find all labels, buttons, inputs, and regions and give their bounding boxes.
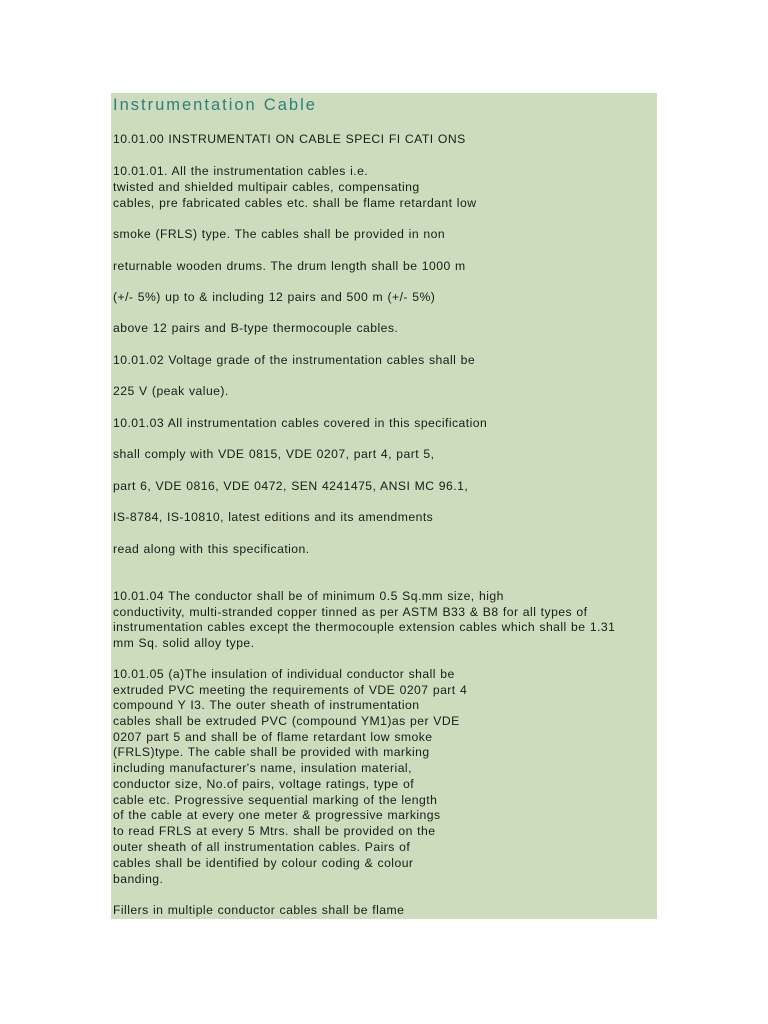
- text-line: shall comply with VDE 0815, VDE 0207, part 4, part 5,: [113, 447, 435, 461]
- text-line: cable etc. Progressive sequential marking of the length: [113, 793, 438, 807]
- page-title: Instrumentation Cable: [113, 96, 317, 114]
- text-line: 0207 part 5 and shall be of flame retardant low smoke: [113, 730, 433, 744]
- text-line: read along with this specification.: [113, 542, 310, 556]
- text-line: compound Y I3. The outer sheath of instrumentation: [113, 698, 420, 712]
- text-line: returnable wooden drums. The drum length shall be 1000 m: [113, 259, 466, 273]
- text-line: mm Sq. solid alloy type.: [113, 636, 255, 650]
- text-line: cables, pre fabricated cables etc. shall be flame retardant low: [113, 196, 477, 210]
- text-line: cables shall be identified by colour coding & colour: [113, 856, 414, 870]
- text-line: 10.01.03 All instrumentation cables covered in this specification: [113, 416, 488, 430]
- text-line: twisted and shielded multipair cables, compensating: [113, 180, 420, 194]
- text-line: instrumentation cables except the thermocouple extension cables which shall be 1.31: [113, 620, 616, 634]
- text-line: (FRLS)type. The cable shall be provided with marking: [113, 745, 430, 759]
- text-line: 225 V (peak value).: [113, 384, 229, 398]
- text-line: outer sheath of all instrumentation cables. Pairs of: [113, 840, 411, 854]
- text-line: part 6, VDE 0816, VDE 0472, SEN 4241475, ANSI MC 96.1,: [113, 479, 469, 493]
- text-line: conductivity, multi-stranded copper tinned as per ASTM B33 & B8 for all types of: [113, 605, 588, 619]
- text-line: extruded PVC meeting the requirements of VDE 0207 part 4: [113, 683, 468, 697]
- text-line: above 12 pairs and B-type thermocouple cables.: [113, 321, 399, 335]
- text-line: 10.01.01. All the instrumentation cables i.e.: [113, 164, 369, 178]
- text-line: 10.01.02 Voltage grade of the instrumentation cables shall be: [113, 353, 476, 367]
- text-line: IS-8784, IS-10810, latest editions and its amendments: [113, 510, 434, 524]
- text-line: cables shall be extruded PVC (compound YM1)as per VDE: [113, 714, 460, 728]
- text-line: banding.: [113, 872, 164, 886]
- text-line: (+/- 5%) up to & including 12 pairs and 500 m (+/- 5%): [113, 290, 436, 304]
- text-line: including manufacturer's name, insulation material,: [113, 761, 412, 775]
- text-line: to read FRLS at every 5 Mtrs. shall be provided on the: [113, 824, 436, 838]
- text-line: Fillers in multiple conductor cables shall be flame: [113, 903, 405, 917]
- text-line: conductor size, No.of pairs, voltage ratings, type of: [113, 777, 415, 791]
- spec-heading: 10.01.00 INSTRUMENTATI ON CABLE SPECI FI CATI ONS: [113, 132, 466, 146]
- text-line: 10.01.05 (a)The insulation of individual conductor shall be: [113, 667, 455, 681]
- text-line: of the cable at every one meter & progressive markings: [113, 808, 441, 822]
- content-panel: [111, 93, 657, 919]
- text-line: smoke (FRLS) type. The cables shall be provided in non: [113, 227, 446, 241]
- text-line: 10.01.04 The conductor shall be of minimum 0.5 Sq.mm size, high: [113, 589, 504, 603]
